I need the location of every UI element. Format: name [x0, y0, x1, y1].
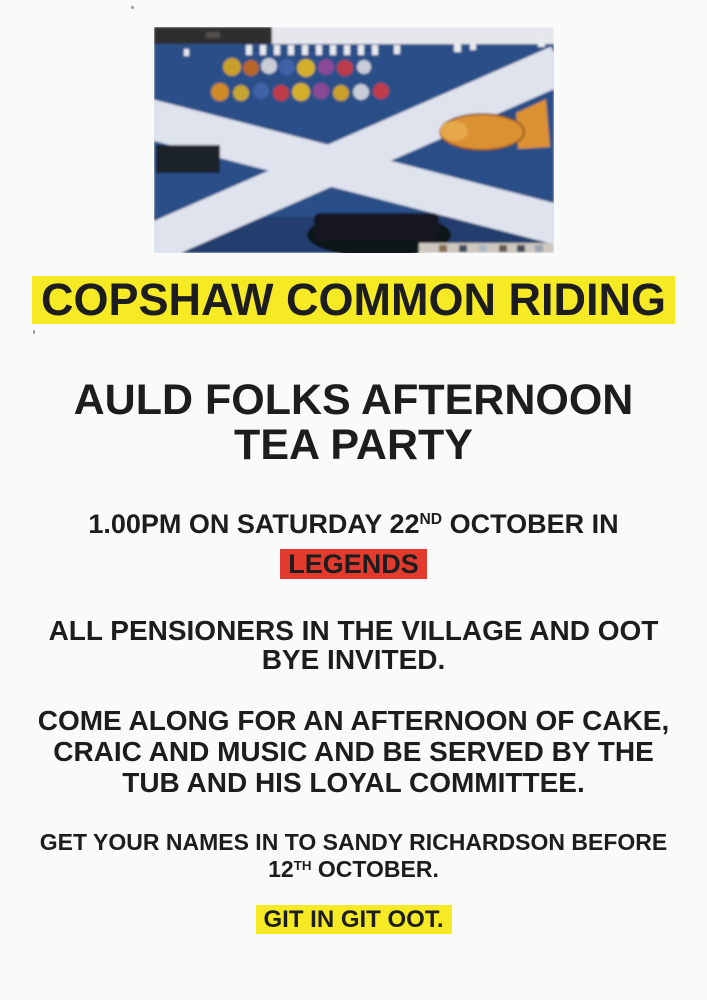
- invitation-text: [0, 616, 707, 674]
- bottom-strip: [419, 243, 554, 253]
- description-line-2: CRAIC AND MUSIC AND BE SERVED BY THE: [53, 736, 654, 767]
- dark-patch: [156, 145, 220, 173]
- date-ordinal: ND: [419, 511, 443, 529]
- subtitle-line-1: AULD FOLKS AFTERNOON: [73, 376, 634, 424]
- rsvp-line-2: [0, 856, 707, 886]
- venue-row: [0, 549, 707, 579]
- saltire-flag-image: [154, 27, 554, 253]
- poster-subtitle: [0, 378, 707, 468]
- scan-speck: [33, 330, 35, 334]
- invitation-line-1: ALL PENSIONERS IN THE VILLAGE AND OOT: [48, 615, 659, 646]
- invitation-line-2: BYE INVITED.: [261, 644, 446, 675]
- description-line-3: TUB AND HIS LOYAL COMMITTEE.: [122, 767, 585, 798]
- title-row: [0, 276, 707, 324]
- sky-strip-right: [272, 27, 554, 44]
- scan-speck: [131, 6, 134, 9]
- rsvp-date: 12: [268, 856, 294, 882]
- event-datetime: [0, 509, 707, 544]
- rsvp-date-ordinal: TH: [293, 857, 312, 873]
- rsvp-line-1: GET YOUR NAMES IN TO SANDY RICHARDSON BEFORE: [39, 829, 668, 855]
- poster-title: COPSHAW COMMON RIDING: [32, 276, 675, 324]
- dark-bar-detail: [206, 32, 220, 38]
- venue-name: LEGENDS: [280, 549, 427, 579]
- flag-photo: [154, 0, 554, 253]
- rsvp-date-suffix: OCTOBER.: [311, 856, 439, 882]
- rsvp-text: [0, 829, 707, 886]
- subtitle-line-2: TEA PARTY: [234, 421, 473, 469]
- footer-row: [0, 905, 707, 934]
- description-line-1: COME ALONG FOR AN AFTERNOON OF CAKE,: [37, 705, 670, 736]
- datetime-text: 1.00PM ON SATURDAY 22: [88, 509, 420, 539]
- datetime-text-suffix: OCTOBER IN: [442, 509, 619, 539]
- footer-slogan: GIT IN GIT OOT.: [256, 905, 452, 934]
- event-description: [0, 705, 707, 798]
